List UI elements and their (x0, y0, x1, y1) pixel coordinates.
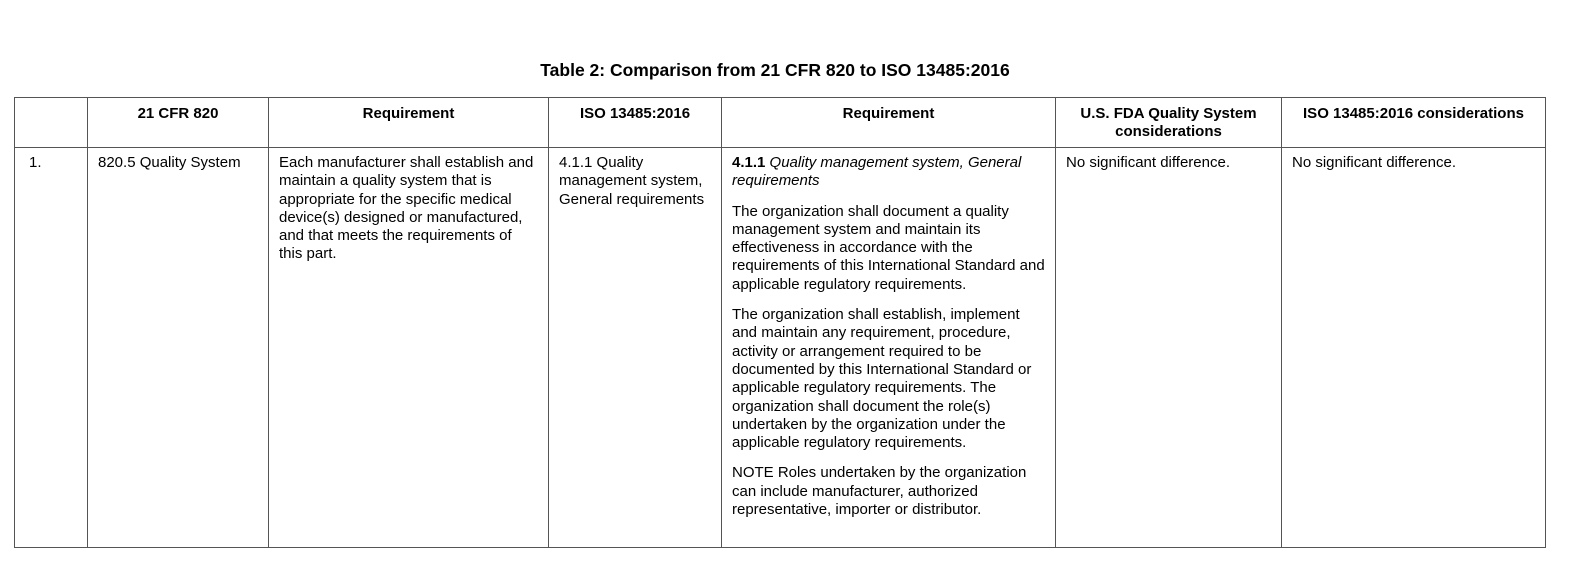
header-cfr-requirement: Requirement (269, 98, 549, 148)
iso-requirement-paragraph: The organization shall document a quality management system and maintain its effectiveness in accordance with the requirements of this International Standard and applicable regulatory requirements. (732, 202, 1045, 293)
iso-considerations-cell: No significant difference. (1282, 148, 1546, 548)
comparison-table (14, 97, 1546, 548)
cfr-section-cell: 820.5 Quality System (88, 148, 269, 548)
table-row (15, 148, 1546, 548)
table-title: Table 2: Comparison from 21 CFR 820 to ISO 13485:2016 (540, 60, 1010, 80)
header-iso-considerations: ISO 13485:2016 considerations (1282, 98, 1546, 148)
header-iso-clause: ISO 13485:2016 (549, 98, 722, 148)
header-number (15, 98, 88, 148)
iso-requirement-paragraph: The organization shall establish, implement and maintain any requirement, procedure, activity or arrangement required to be documented by this International Standard or applicable regulatory requirements. The organization shall document the role(s) undertaken by the organization under the applicable regulatory requirements. (732, 306, 1032, 452)
header-iso-requirement: Requirement (722, 98, 1056, 148)
header-fda-considerations: U.S. FDA Quality System considerations (1056, 98, 1282, 148)
iso-requirement-cell (722, 148, 1056, 548)
iso-heading-number: 4.1.1 (732, 154, 766, 171)
iso-heading-title: Quality management system, General requirements (732, 154, 1022, 190)
iso-requirement-note: NOTE Roles undertaken by the organization can include manufacturer, authorized representative, importer or distributor. (732, 464, 1027, 519)
table-header-row (15, 98, 1546, 148)
cfr-requirement-cell: Each manufacturer shall establish and maintain a quality system that is appropriate for the specific medical device(s) designed or manufactured, and that meets the requirements of this part. (269, 148, 549, 548)
fda-considerations-cell: No significant difference. (1056, 148, 1282, 548)
row-number: 1. (15, 148, 88, 548)
iso-requirement-heading (732, 154, 1045, 191)
iso-clause-cell: 4.1.1 Quality management system, General requirements (549, 148, 722, 548)
header-cfr-section: 21 CFR 820 (88, 98, 269, 148)
